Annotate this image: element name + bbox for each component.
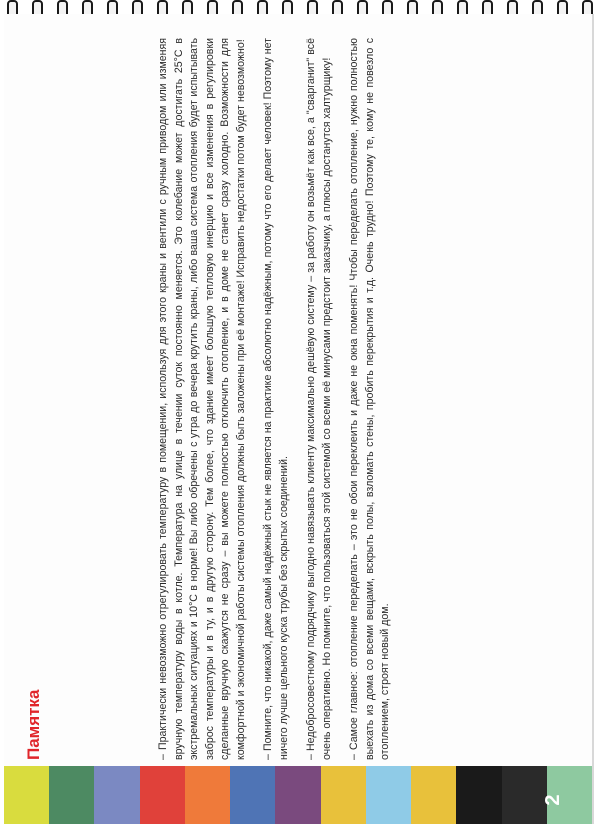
color-strip xyxy=(411,766,456,824)
color-strip xyxy=(185,766,230,824)
page-number: 2 xyxy=(542,794,564,806)
color-strip xyxy=(140,766,185,824)
memo-paragraph: – Помните, что никакой, даже самый надёжный стык не является на практике абсолютно надёжным, потому что его делает человек! Поэтому нет ничего лучше цельного куска трубы без скрытых соединений. xyxy=(262,38,290,760)
color-strip xyxy=(275,766,320,824)
memo-body xyxy=(156,38,406,760)
color-strip xyxy=(94,766,139,824)
color-strip xyxy=(230,766,275,824)
memo-paragraph: – Практически невозможно отрегулировать температуру в помещении, используя для этого краны и вентили с ручным приводом или изменяя вручную температуру воды в котле. Температура на улице в течении суток постоянно меняется. Это колебание может достигать 25°С в экстремальных ситуациях и 10°С в норме! Вы либо обречены с утра до вечера крутить краны, либо ваша система отопления будет испытывать заброс температуры и в ту, и в другую сторону. Тем более, что здание имеет большую тепловую инерцию и все изменения в регулировки сделанные вручную скажутся не сразу – вы можете полностью отключить отопление, и в доме не станет сразу холодно. Возможности для комфортной и экономичной работы системы отопления должны быть заложены при её монтаже! Исправить недостатки потом будет невозможно! xyxy=(157,38,247,760)
color-strip xyxy=(4,766,49,824)
color-strips xyxy=(4,766,592,824)
rotated-content xyxy=(20,31,565,806)
color-strip xyxy=(321,766,366,824)
page-title: Памятка xyxy=(24,689,43,760)
color-strip xyxy=(49,766,94,824)
memo-paragraph: – Недобросовестному подрядчику выгодно навязывать клиенту максимально дешёвую систему – за работу он возьмёт как все, а "сварганит" всё очень оперативно. Но помните, что пользоваться этой системой со всеми её минусами предстоит заказчику, а плюсы достанутся халтурщику! xyxy=(305,38,333,760)
color-strip xyxy=(366,766,411,824)
color-strip xyxy=(502,766,547,824)
memo-paragraph: – Самое главное: отопление переделать – это не обои переклеить и даже не окна поменять! Чтобы переделать отопление, нужно полностью выехать из дома со всеми вещами, вскрыть полы, взломать стены, пробить перекрытия и т.д. Очень трудно! Поэтому те, кому не повезло с отоплением, строят новый дом. xyxy=(348,38,391,760)
color-strip xyxy=(456,766,501,824)
